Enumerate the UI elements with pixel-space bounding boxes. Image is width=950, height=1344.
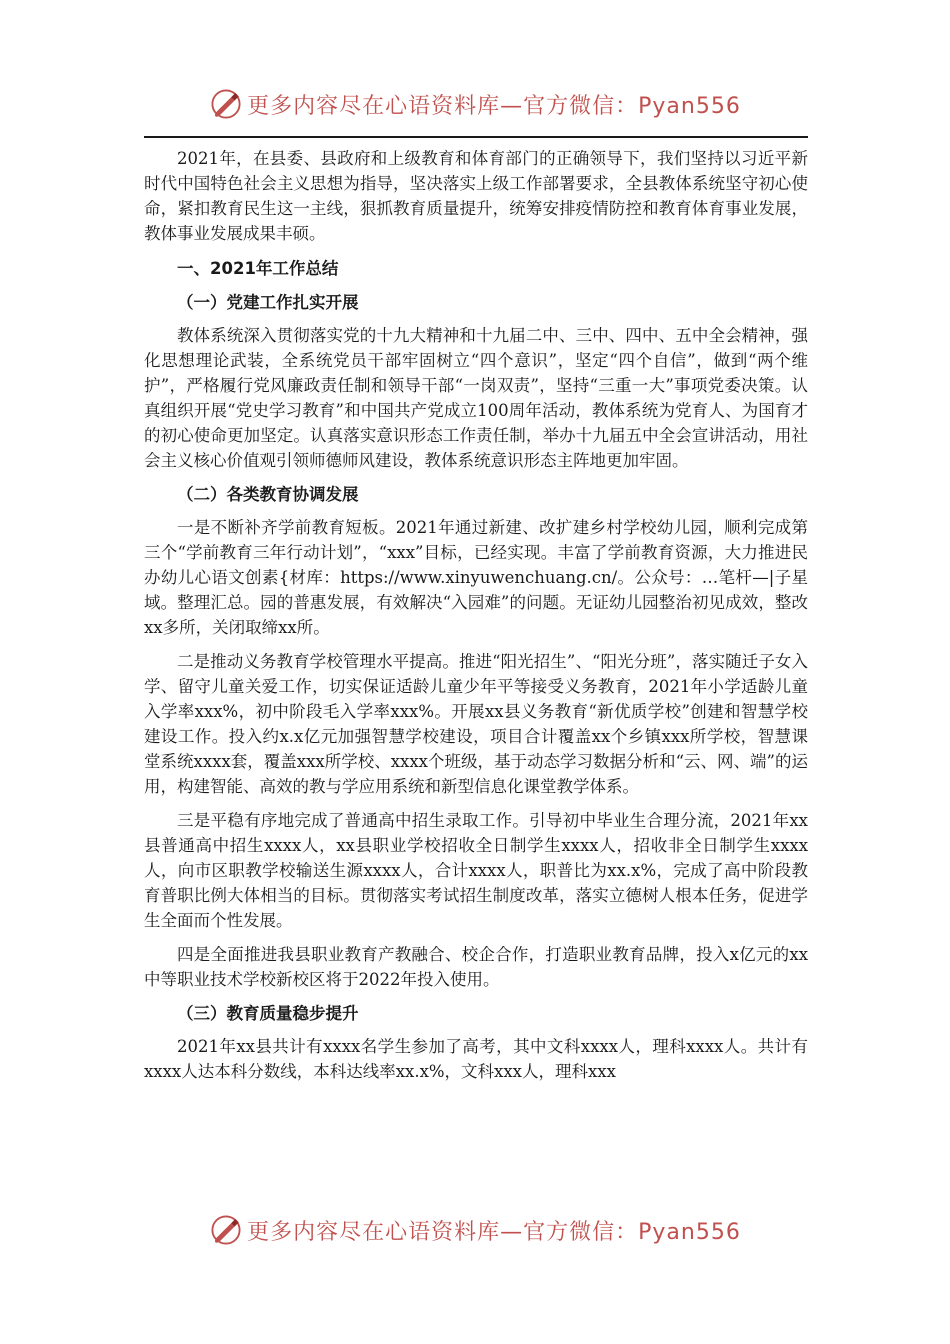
- section-heading: 一、2021年工作总结: [177, 259, 339, 278]
- footer-banner: [0, 1206, 950, 1254]
- pen-logo-icon: [209, 1213, 243, 1247]
- document-body: [144, 146, 808, 1084]
- subsection-heading: （二）各类教育协调发展: [177, 485, 359, 504]
- pen-logo-icon: [209, 87, 243, 121]
- paragraph: 三是平稳有序地完成了普通高中招生录取工作。引导初中毕业生合理分流，2021年xx县普通高中招生xxxx人，xx县职业学校招收全日制学生xxxx人，招收非全日制学生xxxx人，向市区职教学校输送生源xxxx人，合计xxxx人，职普比为xx.x%，完成了高中阶段教育普职比例大体相当的目标。贯彻落实考试招生制度改革，落实立德树人根本任务，促进学生全面而个性发展。: [144, 811, 808, 930]
- banner-text: 更多内容尽在心语资料库—官方微信：Pyan556: [247, 93, 741, 119]
- paragraph: 二是推动义务教育学校管理水平提高。推进“阳光招生”、“阳光分班”，落实随迁子女入学、留守儿童关爱工作，切实保证适龄儿童少年平等接受义务教育，2021年小学适龄儿童入学率xxx%，初中阶段毛入学率xxx%。开展xx县义务教育“新优质学校”创建和智慧学校建设工作。投入约x.x亿元加强智慧学校建设，项目合计覆盖xx个乡镇xxx所学校，智慧课堂系统xxxx套，覆盖xxx所学校、xxxx个班级，基于动态学习数据分析和“云、网、端”的运用，构建智能、高效的教与学应用系统和新型信息化课堂教学体系。: [144, 652, 808, 796]
- paragraph: 一是不断补齐学前教育短板。2021年通过新建、改扩建乡村学校幼儿园，顺利完成第三个“学前教育三年行动计划”，“xxx”目标，已经实现。丰富了学前教育资源，大力推进民办幼儿心语文创素{材库：https://www.xinyuwenchuang.cn/。公众号：…笔杆—|子星域。整理汇总。园的普惠发展，有效解决“入园难”的问题。无证幼儿园整治初见成效，整改xx多所，关闭取缔xx所。: [144, 518, 808, 637]
- header-divider: [144, 136, 808, 138]
- intro-paragraph: 2021年，在县委、县政府和上级教育和体育部门的正确领导下，我们坚持以习近平新时代中国特色社会主义思想为指导，坚决落实上级工作部署要求，全县教体系统坚守初心使命，紧扣教育民生这一主线，狠抓教育质量提升，统筹安排疫情防控和教育体育事业发展，教体事业发展成果丰硕。: [144, 149, 808, 243]
- paragraph: 教体系统深入贯彻落实党的十九大精神和十九届二中、三中、四中、五中全会精神，强化思想理论武装，全系统党员干部牢固树立“四个意识”，坚定“四个自信”，做到“两个维护”，严格履行党风廉政责任制和领导干部“一岗双责”，坚持“三重一大”事项党委决策。认真组织开展“党史学习教育”和中国共产党成立100周年活动，教体系统为党育人、为国育才的初心使命更加坚定。认真落实意识形态工作责任制，举办十九届五中全会宣讲活动，用社会主义核心价值观引领师德师风建设，教体系统意识形态主阵地更加牢固。: [144, 326, 808, 470]
- subsection-heading: （三）教育质量稳步提升: [177, 1004, 359, 1023]
- paragraph: 2021年xx县共计有xxxx名学生参加了高考，其中文科xxxx人，理科xxxx人。共计有xxxx人达本科分数线，本科达线率xx.x%，文科xxx人，理科xxx: [144, 1037, 808, 1081]
- subsection-heading: （一）党建工作扎实开展: [177, 293, 359, 312]
- banner-text: 更多内容尽在心语资料库—官方微信：Pyan556: [247, 1219, 741, 1245]
- paragraph: 四是全面推进我县职业教育产教融合、校企合作，打造职业教育品牌，投入x亿元的xx中等职业技术学校新校区将于2022年投入使用。: [144, 945, 808, 989]
- header-banner: [0, 80, 950, 128]
